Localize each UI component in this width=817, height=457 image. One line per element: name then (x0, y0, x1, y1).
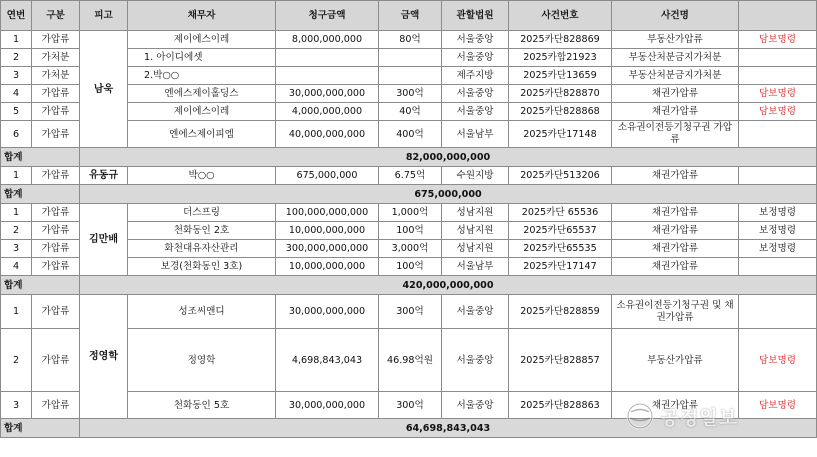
row-type: 가압류 (32, 204, 80, 222)
row-no: 1 (1, 204, 32, 222)
total-label: 합계 (1, 276, 80, 295)
row-case-no: 2025카단828868 (509, 103, 612, 121)
total-value: 675,000,000 (80, 185, 817, 204)
header-row (1, 1, 817, 31)
col-court-header: 관할법원 (442, 1, 509, 31)
row-note (739, 258, 817, 276)
row-case-no: 2025카단828859 (509, 295, 612, 329)
row-claim: 10,000,000,000 (276, 258, 379, 276)
row-note: 담보명령 (739, 103, 817, 121)
row-type: 가압류 (32, 31, 80, 49)
row-debtor: 엔에스제이홀딩스 (128, 85, 276, 103)
row-note (739, 121, 817, 148)
row-note: 보정명령 (739, 204, 817, 222)
row-note (739, 295, 817, 329)
row-case-no: 2025카단13659 (509, 67, 612, 85)
total-row (1, 276, 817, 295)
row-note: 담보명령 (739, 392, 817, 419)
row-type: 가처분 (32, 67, 80, 85)
row-no: 3 (1, 392, 32, 419)
defendant-name: 정영학 (80, 295, 128, 419)
row-case-no: 2025카단828857 (509, 329, 612, 392)
row-no: 2 (1, 329, 32, 392)
row-court: 서울중앙 (442, 295, 509, 329)
row-type: 가압류 (32, 222, 80, 240)
row-type: 가압류 (32, 85, 80, 103)
row-no: 3 (1, 67, 32, 85)
row-debtor: 2.박○○ (128, 67, 276, 85)
row-debtor: 제이에스이레 (128, 31, 276, 49)
row-amount: 1,000억 (379, 204, 442, 222)
row-case-name: 채권가압류 (612, 204, 739, 222)
row-amount: 300억 (379, 295, 442, 329)
row-type: 가처분 (32, 49, 80, 67)
row-amount (379, 49, 442, 67)
col-claim-header: 청구금액 (276, 1, 379, 31)
row-case-name: 부동산가압류 (612, 329, 739, 392)
row-debtor: 정영학 (128, 329, 276, 392)
row-case-no: 2025카단828863 (509, 392, 612, 419)
row-amount: 80억 (379, 31, 442, 49)
defendant-name: 남욱 (80, 31, 128, 148)
row-case-name: 소유권이전등기청구권 및 채권가압류 (612, 295, 739, 329)
row-court: 수원지방 (442, 167, 509, 185)
row-amount: 3,000억 (379, 240, 442, 258)
row-debtor: 엔에스제이피엠 (128, 121, 276, 148)
total-label: 합계 (1, 185, 80, 204)
col-defendant-header: 피고 (80, 1, 128, 31)
row-no: 1 (1, 167, 32, 185)
row-court: 서울중앙 (442, 103, 509, 121)
row-claim (276, 49, 379, 67)
row-no: 5 (1, 103, 32, 121)
row-case-no: 2025카단828870 (509, 85, 612, 103)
row-debtor: 화천대유자산관리 (128, 240, 276, 258)
row-court: 성남지원 (442, 240, 509, 258)
row-note (739, 67, 817, 85)
col-case-no-header: 사건번호 (509, 1, 612, 31)
row-case-name: 채권가압류 (612, 240, 739, 258)
row-case-name: 부동산처분금지가처분 (612, 67, 739, 85)
row-no: 1 (1, 295, 32, 329)
row-case-no: 2025카단 65536 (509, 204, 612, 222)
row-debtor: 1. 아이디에셋 (128, 49, 276, 67)
row-claim: 40,000,000,000 (276, 121, 379, 148)
row-amount: 100억 (379, 258, 442, 276)
row-amount: 400억 (379, 121, 442, 148)
row-no: 2 (1, 222, 32, 240)
row-note: 담보명령 (739, 31, 817, 49)
row-court: 서울중앙 (442, 31, 509, 49)
row-type: 가압류 (32, 121, 80, 148)
row-case-no: 2025카단513206 (509, 167, 612, 185)
total-row (1, 185, 817, 204)
row-case-name: 채권가압류 (612, 85, 739, 103)
table-row (1, 204, 817, 222)
row-amount: 300억 (379, 85, 442, 103)
row-type: 가압류 (32, 240, 80, 258)
defendant-name: 김만배 (80, 204, 128, 276)
total-label: 합계 (1, 419, 80, 438)
row-note: 보정명령 (739, 240, 817, 258)
col-case-name-header: 사건명 (612, 1, 739, 31)
row-case-name: 채권가압류 (612, 222, 739, 240)
row-no: 4 (1, 258, 32, 276)
row-court: 제주지방 (442, 67, 509, 85)
row-case-no: 2025카단828869 (509, 31, 612, 49)
row-amount: 300억 (379, 392, 442, 419)
row-debtor: 천화동인 2호 (128, 222, 276, 240)
row-type: 가압류 (32, 167, 80, 185)
row-claim: 100,000,000,000 (276, 204, 379, 222)
row-note (739, 49, 817, 67)
row-case-name: 채권가압류 (612, 103, 739, 121)
row-claim (276, 67, 379, 85)
row-amount: 46.98억원 (379, 329, 442, 392)
row-case-name: 소유권이전등기청구권 가압류 (612, 121, 739, 148)
row-no: 6 (1, 121, 32, 148)
row-claim: 8,000,000,000 (276, 31, 379, 49)
row-court: 성남지원 (442, 222, 509, 240)
table-row (1, 167, 817, 185)
row-case-no: 2025카합21923 (509, 49, 612, 67)
table-row (1, 31, 817, 49)
row-case-name: 부동산가압류 (612, 31, 739, 49)
row-claim: 30,000,000,000 (276, 295, 379, 329)
row-case-no: 2025카단17148 (509, 121, 612, 148)
row-court: 서울중앙 (442, 49, 509, 67)
total-row (1, 419, 817, 438)
total-value: 64,698,843,043 (80, 419, 817, 438)
row-claim: 300,000,000,000 (276, 240, 379, 258)
total-value: 420,000,000,000 (80, 276, 817, 295)
row-case-no: 2025카단17147 (509, 258, 612, 276)
row-court: 서울남부 (442, 121, 509, 148)
row-case-name: 채권가압류 (612, 167, 739, 185)
row-debtor: 박○○ (128, 167, 276, 185)
row-type: 가압류 (32, 103, 80, 121)
row-amount: 40억 (379, 103, 442, 121)
row-claim: 30,000,000,000 (276, 392, 379, 419)
row-no: 3 (1, 240, 32, 258)
row-no: 1 (1, 31, 32, 49)
row-claim: 10,000,000,000 (276, 222, 379, 240)
row-type: 가압류 (32, 329, 80, 392)
row-court: 서울중앙 (442, 85, 509, 103)
row-claim: 675,000,000 (276, 167, 379, 185)
row-court: 서울중앙 (442, 392, 509, 419)
row-amount: 100억 (379, 222, 442, 240)
row-claim: 4,000,000,000 (276, 103, 379, 121)
row-court: 성남지원 (442, 204, 509, 222)
row-claim: 4,698,843,043 (276, 329, 379, 392)
row-debtor: 성조씨앤디 (128, 295, 276, 329)
row-note: 담보명령 (739, 85, 817, 103)
row-amount (379, 67, 442, 85)
row-debtor: 보경(천화동인 3호) (128, 258, 276, 276)
col-no-header: 연번 (1, 1, 32, 31)
col-amount-header: 금액 (379, 1, 442, 31)
row-case-no: 2025카단65535 (509, 240, 612, 258)
row-debtor: 더스프링 (128, 204, 276, 222)
defendant-name: 유동규 (80, 167, 128, 185)
row-no: 4 (1, 85, 32, 103)
row-case-no: 2025카단65537 (509, 222, 612, 240)
row-case-name: 부동산처분금지가처분 (612, 49, 739, 67)
row-debtor: 제이에스이레 (128, 103, 276, 121)
row-no: 2 (1, 49, 32, 67)
col-debtor-header: 채무자 (128, 1, 276, 31)
col-note-header (739, 1, 817, 31)
total-row (1, 148, 817, 167)
row-court: 서울남부 (442, 258, 509, 276)
row-amount: 6.75억 (379, 167, 442, 185)
row-type: 가압류 (32, 392, 80, 419)
row-type: 가압류 (32, 258, 80, 276)
watermark-text: 공정일보 (660, 406, 738, 429)
row-case-name: 채권가압류 (612, 258, 739, 276)
row-note: 보정명령 (739, 222, 817, 240)
total-label: 합계 (1, 148, 80, 167)
row-debtor: 천화동인 5호 (128, 392, 276, 419)
table-row (1, 295, 817, 329)
row-case-name: 채권가압류 (612, 392, 739, 419)
row-type: 가압류 (32, 295, 80, 329)
total-value: 82,000,000,000 (80, 148, 817, 167)
col-type-header: 구분 (32, 1, 80, 31)
row-note: 담보명령 (739, 329, 817, 392)
row-court: 서울중앙 (442, 329, 509, 392)
row-note (739, 167, 817, 185)
row-claim: 30,000,000,000 (276, 85, 379, 103)
